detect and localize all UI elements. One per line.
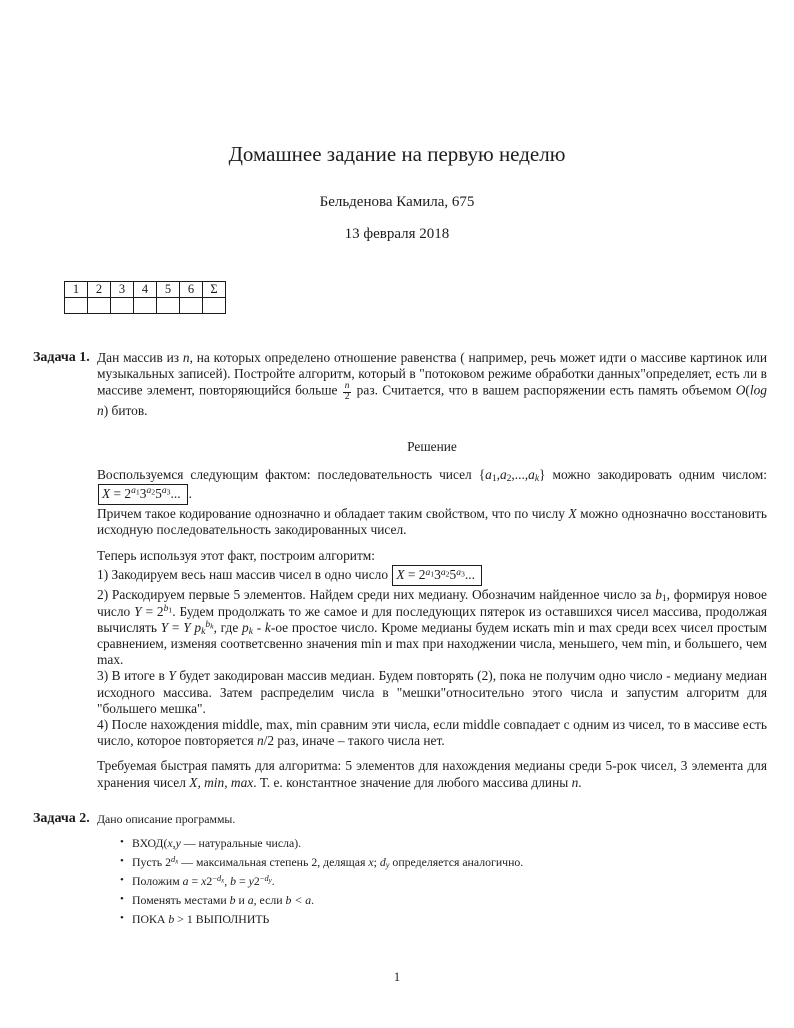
solution-fact: Воспользуемся следующим фактом: последовательность чисел {a1,a2,...,ak} можно закодировать одним числом: $X = 2^{a1}3^{a2}5^{a3}$... .: [97, 467, 767, 506]
problem2: [33, 810, 767, 927]
grade-value-cell: [88, 298, 111, 314]
doc-date: 13 февраля 2018: [344, 226, 450, 242]
grade-header-cell: 2: [88, 282, 111, 298]
bullet-icon: •: [120, 854, 124, 867]
grade-table: [64, 281, 226, 314]
bullet-icon: •: [120, 911, 124, 924]
algorithm-intro: Теперь используя этот факт, построим алгоритм:: [97, 548, 375, 564]
document-body: [33, 350, 768, 931]
algorithm-step-3: 3) В итоге в Y будет закодирован массив медиан. Будем повторять (2), пока не получим одно число - медиану медиан исходного массива. Затем распределим числа в "мешки"относительно этого числа и запустим алгоритм для "большего мешка".: [97, 668, 767, 716]
solution-heading: Решение: [407, 439, 457, 455]
page-number: 1: [393, 970, 401, 984]
grade-header-cell: 5: [157, 282, 180, 298]
algorithm-step-4: 4) После нахождения middle, max, min сравним эти числа, если middle совпадает с одним из чисел, то в массиве есть число, которое повторяется n/2 раз, иначе – такого числа нет.: [97, 717, 767, 749]
grade-header-cell: 3: [111, 282, 134, 298]
problem1-label: Задача 1.: [33, 350, 90, 365]
problem2-label: Задача 2.: [33, 810, 90, 826]
problem1-statement: Дан массив из n, на которых определено отношение равенства ( например, речь может идти о массиве картинок или музыкальных записей). Постройте алгоритм, который в "потоковом режиме обработки данных"определяет, есть ли в массиве элемент, повторяющийся больше $\frac{n}{2}$ раз. Считается, что в вашем распоряжении есть память объемом O(log n) битов.: [97, 350, 767, 419]
list-item-text: Пусть $2^{dx}$ — максимальная степень 2, делящая x; dy определяется аналогично.: [132, 854, 524, 870]
problem1: [33, 350, 767, 419]
list-item: [97, 893, 767, 908]
grade-value-cell: [65, 298, 88, 314]
grade-header-cell: 1: [65, 282, 88, 298]
bullet-icon: •: [120, 835, 124, 848]
problem2-intro: Дано описание программы.: [97, 811, 236, 826]
grade-value-cell: [203, 298, 226, 314]
grade-table-value-row: [65, 298, 226, 314]
list-item-text: Поменять местами b и a, если b < a.: [132, 892, 315, 907]
grade-header-cell: Σ: [203, 282, 226, 298]
list-item: [97, 912, 767, 927]
memory-note: Требуемая быстрая память для алгоритма: 5 элементов для нахождения медианы среди 5-рок чисел, 3 элемента для хранения чисел X, min, max. Т. е. константное значение для любого массива длины n.: [97, 758, 767, 790]
grade-value-cell: [111, 298, 134, 314]
solution-fact-block: [97, 467, 767, 539]
list-item: [97, 855, 767, 870]
list-item-text: Положим $a = x2^{-dx}$, $b = y2^{-dy}$.: [132, 873, 275, 888]
grade-header-cell: 6: [180, 282, 203, 298]
solution-property: Причем такое кодирование однозначно и обладает таким свойством, что по числу X можно однозначно восстановить исходную последовательность закодированных чисел.: [97, 505, 767, 537]
algorithm-step-2: 2) Раскодируем первые 5 элементов. Найдем среди них медиану. Обозначим найденное число за b1, формируя новое число $Y = 2^{b1}$. Будем продолжать то же самое и для последующих пятерок из оставшихся чисел массива, продолжая вычислять Y = Y $pk^{bk}$, где pk - k-ое простое число. Кроме медианы будем искать min и max среди всех чисел простым сравнением, изменяя соответсвенно значения min и max при находжении числа, меньшего, чем min, и большего, чем max.: [97, 587, 768, 668]
grade-table-header-row: [65, 282, 226, 298]
algorithm-step-1: 1) Закодируем весь наш массив чисел в одно число $X = 2^{a1}3^{a2}5^{a3}$...: [97, 564, 767, 587]
doc-author: Бельденова Камила, 675: [319, 194, 475, 210]
algorithm-block: [97, 548, 767, 749]
doc-title: Домашнее задание на первую неделю: [228, 142, 566, 166]
grade-value-cell: [157, 298, 180, 314]
bullet-icon: •: [120, 873, 124, 886]
program-steps-list: [97, 836, 767, 927]
bullet-icon: •: [120, 892, 124, 905]
list-item: [97, 874, 767, 889]
list-item-text: ВХОД(x,y — натуральные числа).: [132, 835, 302, 850]
list-item-text: ПОКА b > 1 ВЫПОЛНИТЬ: [132, 911, 270, 926]
grade-header-cell: 4: [134, 282, 157, 298]
grade-value-cell: [134, 298, 157, 314]
list-item: [97, 836, 767, 851]
grade-value-cell: [180, 298, 203, 314]
